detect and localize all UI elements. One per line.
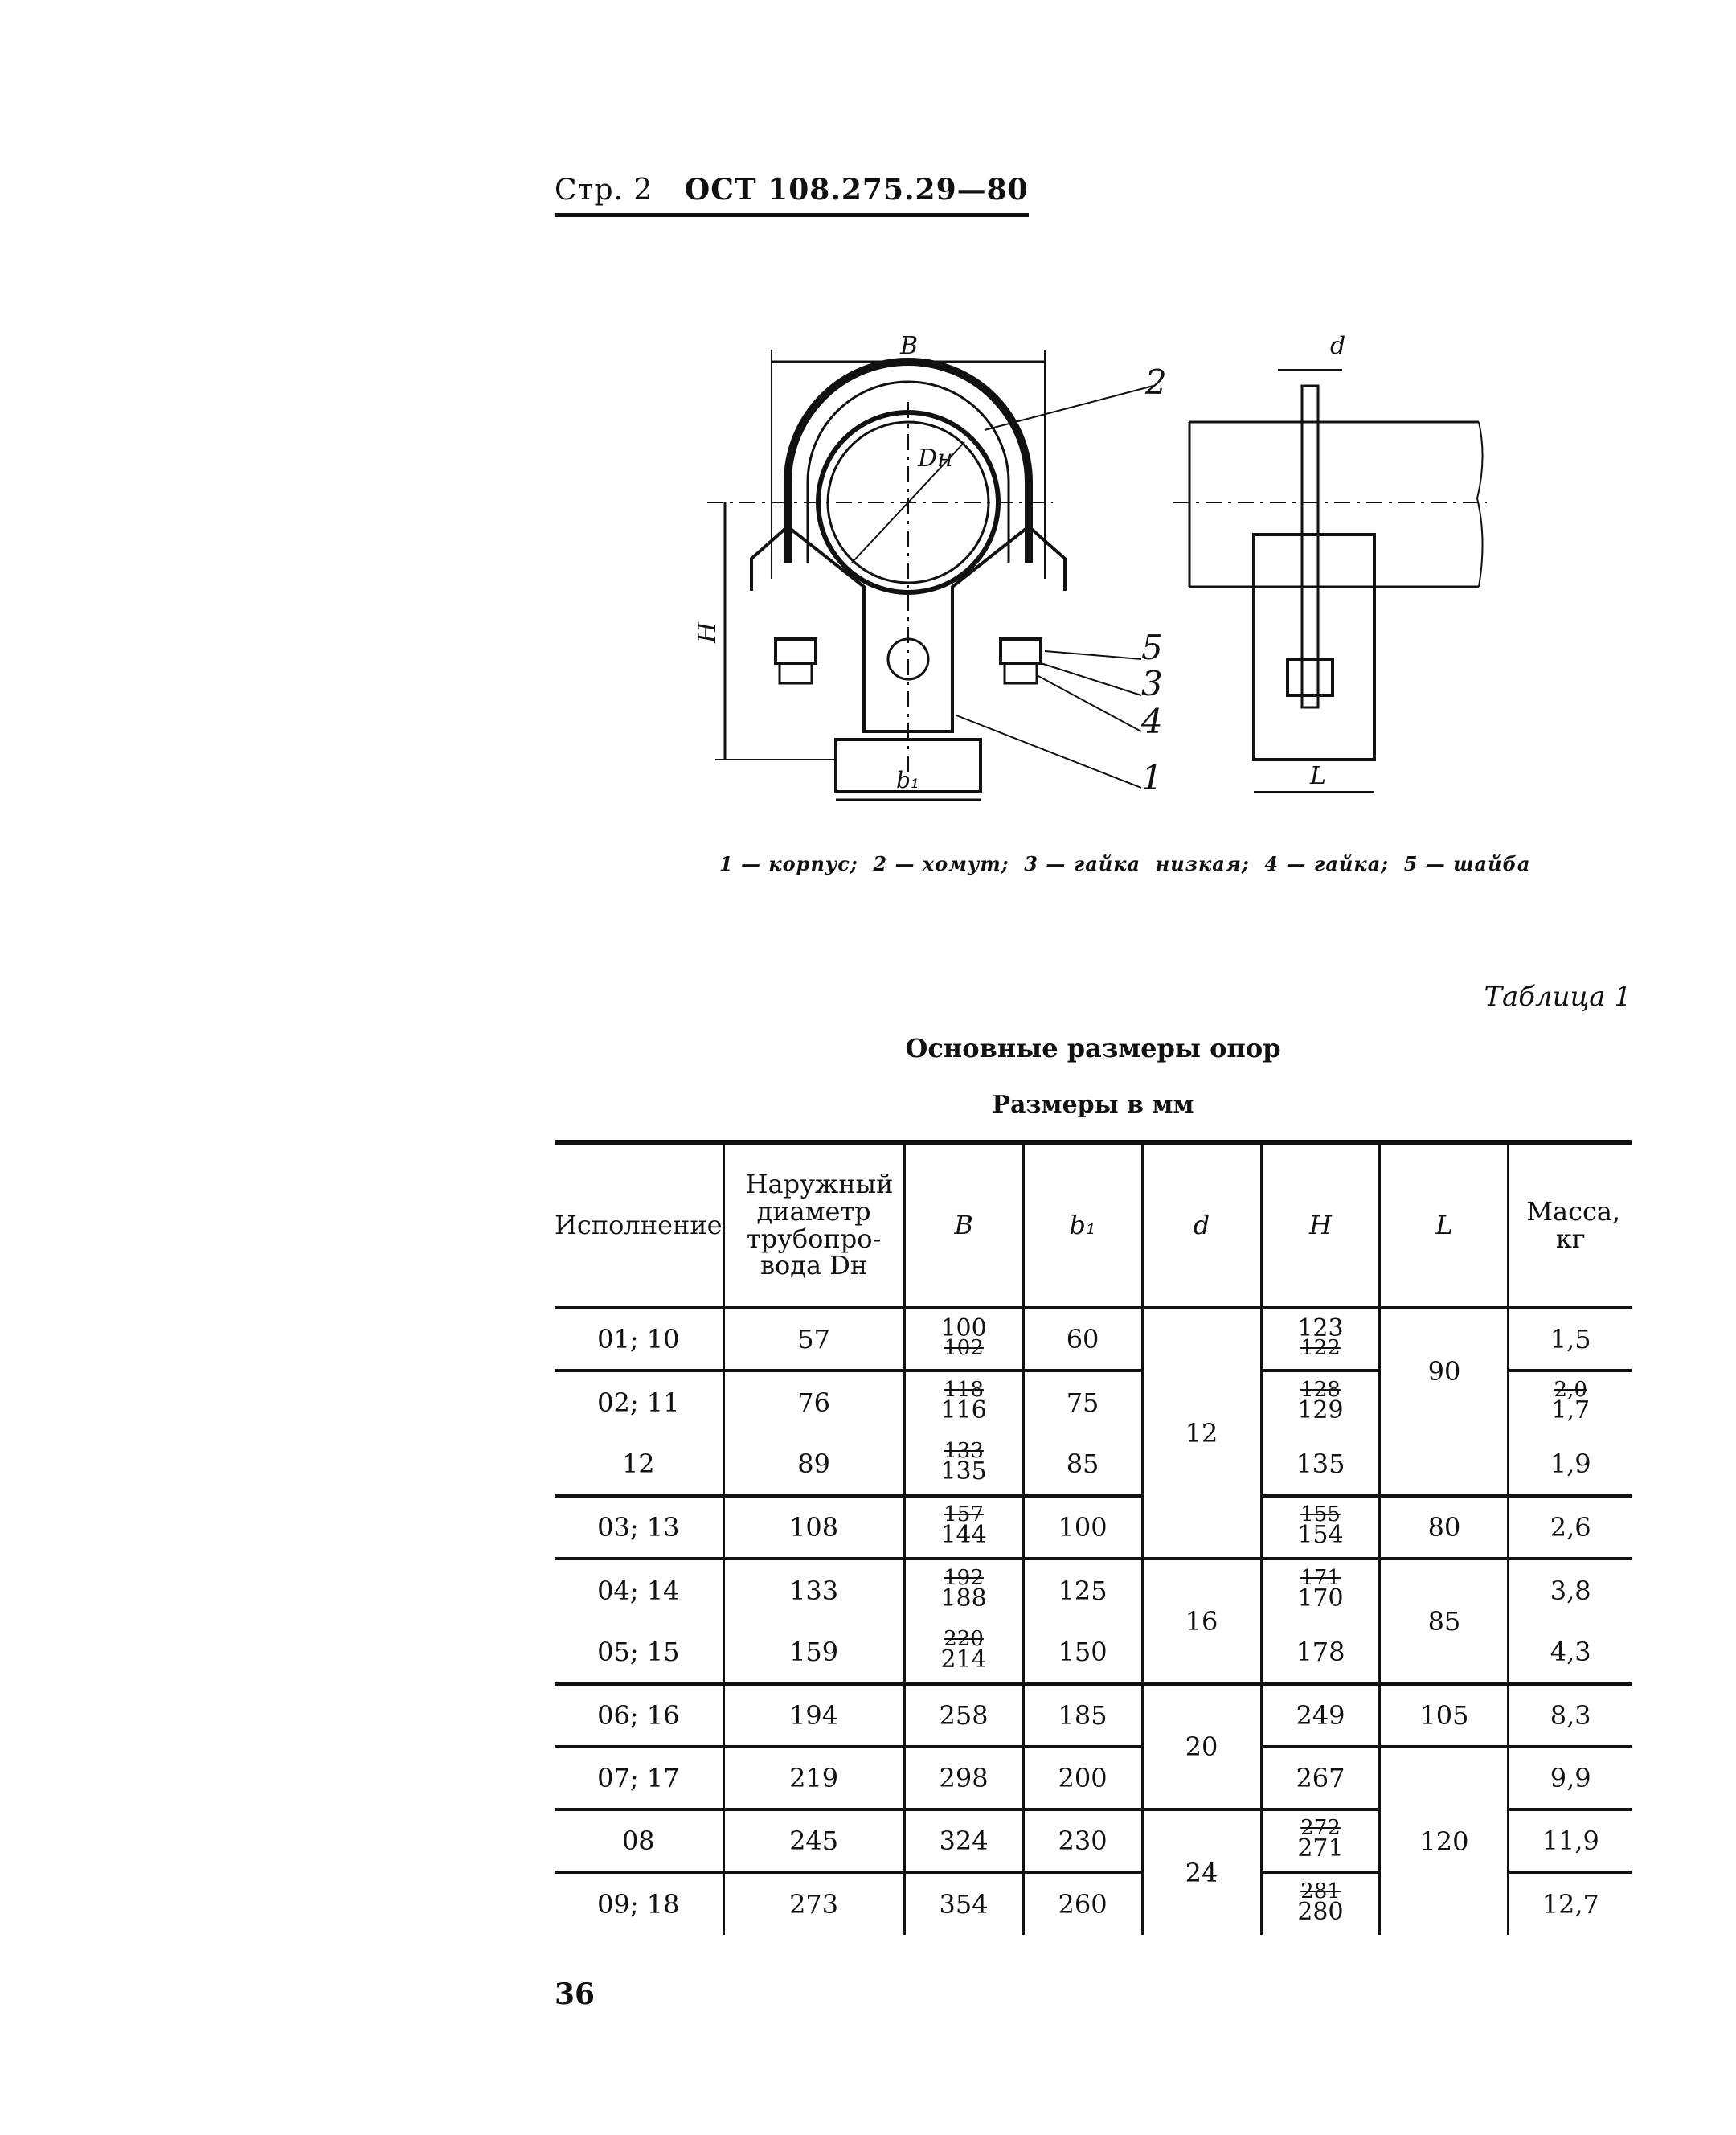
cell-B-new: 116 xyxy=(940,1396,987,1425)
cell-variant: 08 xyxy=(621,1826,655,1856)
cell-b1: 200 xyxy=(1023,1747,1142,1809)
cell-b1: 125 xyxy=(1023,1559,1142,1621)
cell-mass: 1,5 xyxy=(1509,1308,1632,1371)
cell-mass: 12,7 xyxy=(1509,1872,1632,1935)
cell-Dn: 159 xyxy=(723,1621,904,1684)
dim-H-label: H xyxy=(694,621,722,643)
cell-B-new: 188 xyxy=(940,1584,987,1613)
cell-L: 120 xyxy=(1380,1747,1509,1935)
cell-b1: 185 xyxy=(1023,1684,1142,1747)
cell-b1: 150 xyxy=(1023,1621,1142,1684)
col-B: B xyxy=(904,1142,1023,1308)
cell-d: 16 xyxy=(1142,1559,1261,1684)
col-mass-text: Масса, кг xyxy=(1526,1195,1621,1254)
cell-B: 258 xyxy=(904,1684,1023,1747)
cell-variant: 04; 14 xyxy=(597,1576,680,1606)
page-number: 36 xyxy=(555,1977,596,2011)
callout-1: 1 xyxy=(1141,758,1163,797)
cell-H xyxy=(1261,1872,1380,1935)
dim-d-label: d xyxy=(1330,332,1346,360)
cell-variant: 07; 17 xyxy=(597,1763,680,1793)
cell-H-old: 281 xyxy=(1300,1879,1341,1903)
cell-L: 105 xyxy=(1380,1684,1509,1747)
cell-b1: 100 xyxy=(1023,1496,1142,1559)
cell-B-new: 214 xyxy=(940,1645,987,1674)
table-row xyxy=(555,1559,1632,1621)
cell-H xyxy=(1261,1809,1380,1872)
cell-H-new: 123 xyxy=(1297,1314,1344,1342)
col-diameter xyxy=(723,1142,904,1308)
cell-H xyxy=(1261,1559,1380,1621)
cell-B-new: 135 xyxy=(940,1457,987,1486)
cell-mass: 3,8 xyxy=(1509,1559,1632,1621)
cell-b1: 85 xyxy=(1023,1433,1142,1496)
cell-Dn: 219 xyxy=(723,1747,904,1809)
cell-H-old: 122 xyxy=(1300,1336,1341,1360)
cell-variant: 06; 16 xyxy=(597,1700,680,1731)
cell-variant: 03; 13 xyxy=(597,1512,680,1543)
cell-Dn: 108 xyxy=(723,1496,904,1559)
cell-Dn: 76 xyxy=(723,1371,904,1433)
cell-H: 178 xyxy=(1261,1621,1380,1684)
cell-mass-old: 2,0 xyxy=(1554,1377,1587,1402)
col-H: H xyxy=(1261,1142,1380,1308)
cell-mass: 1,9 xyxy=(1509,1433,1632,1496)
cell-H: 267 xyxy=(1261,1747,1380,1809)
cell-Dn: 133 xyxy=(723,1559,904,1621)
cell-L: 80 xyxy=(1380,1496,1509,1559)
cell-H: 135 xyxy=(1261,1433,1380,1496)
cell-variant: 02; 11 xyxy=(597,1387,680,1418)
cell-Dn: 273 xyxy=(723,1872,904,1935)
callout-2: 2 xyxy=(1145,363,1167,402)
cell-H-new: 170 xyxy=(1297,1584,1344,1613)
cell-H: 249 xyxy=(1261,1684,1380,1747)
cell-H xyxy=(1261,1496,1380,1559)
cell-B-old: 220 xyxy=(944,1626,984,1651)
drawing-caption: 1 — корпус; 2 — хомут; 3 — гайка низкая; 4 — гайка; 5 — шайба xyxy=(719,852,1531,875)
col-b1: b₁ xyxy=(1023,1142,1142,1308)
table-row xyxy=(555,1747,1632,1809)
cell-H-new: 271 xyxy=(1297,1834,1344,1863)
support-drawing xyxy=(691,322,1495,820)
cell-B-old: 102 xyxy=(944,1336,984,1360)
page-header xyxy=(555,173,1029,217)
cell-b1: 75 xyxy=(1023,1371,1142,1433)
cell-Dn: 57 xyxy=(723,1308,904,1371)
cell-B: 354 xyxy=(904,1872,1023,1935)
cell-H xyxy=(1261,1371,1380,1433)
callout-5: 5 xyxy=(1141,628,1163,667)
table-row xyxy=(555,1496,1632,1559)
cell-B xyxy=(904,1308,1023,1371)
cell-H xyxy=(1261,1308,1380,1371)
cell-b1: 260 xyxy=(1023,1872,1142,1935)
cell-mass: 4,3 xyxy=(1509,1621,1632,1684)
cell-B xyxy=(904,1559,1023,1621)
cell-variant: 09; 18 xyxy=(597,1889,680,1920)
cell-B-new: 100 xyxy=(940,1314,987,1342)
cell-H-new: 280 xyxy=(1297,1898,1344,1927)
cell-variant: 05; 15 xyxy=(597,1637,680,1667)
cell-Dn: 89 xyxy=(723,1433,904,1496)
cell-Dn: 245 xyxy=(723,1809,904,1872)
col-d: d xyxy=(1142,1142,1261,1308)
dim-B-label: B xyxy=(900,332,919,360)
cell-L: 90 xyxy=(1380,1308,1509,1433)
cell-mass: 2,6 xyxy=(1509,1496,1632,1559)
table-units: Размеры в мм xyxy=(992,1091,1194,1119)
col-L: L xyxy=(1380,1142,1509,1308)
cell-B-old: 133 xyxy=(944,1438,984,1463)
cell-L xyxy=(1380,1433,1509,1496)
dim-L-label: L xyxy=(1310,762,1326,790)
cell-H-old: 272 xyxy=(1300,1815,1341,1840)
col-diameter-text: Наружный диаметр трубопро-вода Dн xyxy=(745,1169,894,1281)
cell-B: 324 xyxy=(904,1809,1023,1872)
dimensions-table xyxy=(555,1140,1632,1935)
cell-B-new: 144 xyxy=(940,1521,987,1550)
cell-d: 12 xyxy=(1142,1308,1261,1559)
cell-mass: 11,9 xyxy=(1509,1809,1632,1872)
table-row xyxy=(555,1308,1632,1371)
cell-H-new: 129 xyxy=(1297,1396,1344,1425)
table-label: Таблица 1 xyxy=(1484,981,1632,1013)
callout-4: 4 xyxy=(1141,702,1163,741)
cell-b1: 230 xyxy=(1023,1809,1142,1872)
table-row xyxy=(555,1433,1632,1496)
cell-B-old: 192 xyxy=(944,1565,984,1590)
table-row xyxy=(555,1684,1632,1747)
cell-mass xyxy=(1509,1371,1632,1433)
cell-mass: 9,9 xyxy=(1509,1747,1632,1809)
callout-3: 3 xyxy=(1141,664,1163,703)
cell-variant: 12 xyxy=(621,1449,655,1479)
table-header-row xyxy=(555,1142,1632,1308)
cell-d: 24 xyxy=(1142,1809,1261,1935)
cell-B-old: 118 xyxy=(944,1377,984,1402)
table-title: Основные размеры опор xyxy=(905,1033,1281,1063)
cell-L: 85 xyxy=(1380,1559,1509,1684)
cell-H-old: 128 xyxy=(1300,1377,1341,1402)
dim-Dn-label: Dн xyxy=(918,445,953,473)
cell-d: 20 xyxy=(1142,1684,1261,1809)
cell-H-old: 171 xyxy=(1300,1565,1341,1590)
cell-H-new: 154 xyxy=(1297,1521,1344,1550)
cell-mass-new: 1,7 xyxy=(1551,1396,1591,1425)
cell-B xyxy=(904,1496,1023,1559)
standard-code: ОСТ 108.275.29—80 xyxy=(684,173,1029,207)
cell-Dn: 194 xyxy=(723,1684,904,1747)
cell-B: 298 xyxy=(904,1747,1023,1809)
cell-variant: 01; 10 xyxy=(597,1324,680,1354)
cell-mass: 8,3 xyxy=(1509,1684,1632,1747)
page-ref: Стр. 2 xyxy=(555,174,653,207)
cell-B xyxy=(904,1433,1023,1496)
cell-B-old: 157 xyxy=(944,1502,984,1526)
cell-H-old: 155 xyxy=(1300,1502,1341,1526)
cell-B xyxy=(904,1621,1023,1684)
col-mass xyxy=(1509,1142,1632,1308)
cell-b1: 60 xyxy=(1023,1308,1142,1371)
col-variant: Исполнение xyxy=(555,1209,723,1240)
cell-B xyxy=(904,1371,1023,1433)
dim-b1-label: b₁ xyxy=(896,767,920,793)
